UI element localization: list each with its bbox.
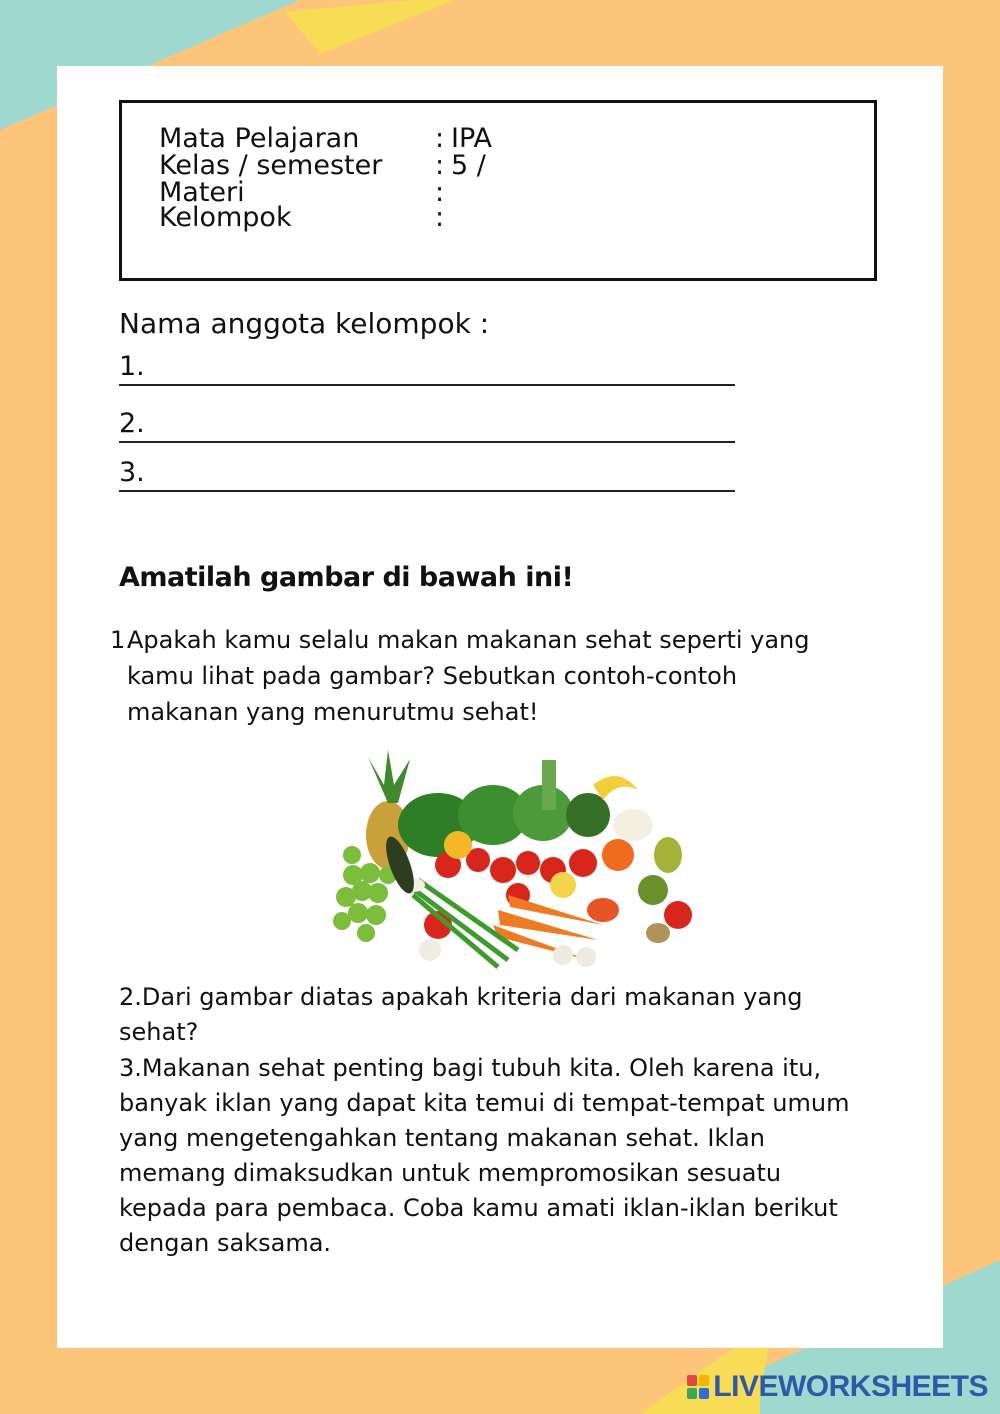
- members-title: Nama anggota kelompok :: [119, 307, 490, 340]
- question-3: 3.Makanan sehat penting bagi tubuh kita. Oleh karena itu, banyak iklan yang dapat kita temui di tempat-tempat umum yang mengetengahkan tentang makanan sehat. Iklan memang dimaksudkan untuk mempromosikan sesuatu kepada para pembaca. Coba kamu amati iklan-iklan berikut dengan saksama.: [119, 1054, 850, 1257]
- member-line-2[interactable]: [119, 407, 735, 443]
- vegetables-fruits-image: [318, 745, 718, 977]
- info-label: Kelas / semester: [159, 150, 383, 181]
- info-colon: :: [435, 150, 445, 181]
- instruction-heading: Amatilah gambar di bawah ini!: [119, 562, 574, 593]
- info-colon: :: [435, 123, 445, 154]
- info-value[interactable]: IPA: [451, 123, 492, 154]
- question-2: 2.Dari gambar diatas apakah kriteria dari makanan yang sehat?: [119, 983, 803, 1046]
- subject-info-box: [119, 100, 877, 281]
- liveworksheets-brand[interactable]: [687, 1370, 988, 1404]
- question-text: Apakah kamu selalu makan makanan sehat seperti yang kamu lihat pada gambar? Sebutkan contoh-contoh makanan yang menurutmu sehat!: [127, 626, 810, 726]
- info-label: Materi: [159, 177, 245, 208]
- member-number: 2.: [119, 408, 145, 439]
- brand-logo-icon: [687, 1375, 709, 1399]
- member-number: 3.: [119, 457, 145, 488]
- info-value[interactable]: 5 /: [451, 150, 486, 181]
- info-label: Kelompok: [159, 202, 292, 233]
- member-number: 1.: [119, 351, 145, 382]
- member-line-3[interactable]: [119, 456, 735, 492]
- info-label: Mata Pelajaran: [159, 123, 360, 154]
- info-colon: :: [435, 177, 445, 208]
- member-line-1[interactable]: [119, 350, 735, 386]
- question-number: 1.: [110, 626, 133, 654]
- info-colon: :: [435, 202, 445, 233]
- brand-name: LIVEWORKSHEETS: [713, 1370, 988, 1403]
